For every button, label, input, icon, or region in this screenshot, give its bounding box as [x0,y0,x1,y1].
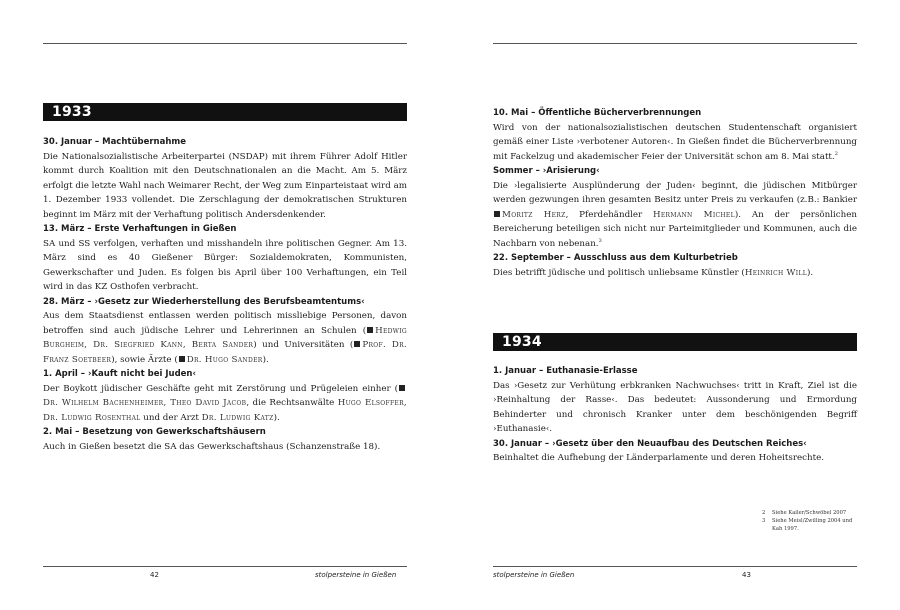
entry-text: Aus dem Staatsdienst entlassen werden politisch missliebige Personen, davon betroffen sind auch jüdische Lehrer und Lehrerinnen an Schulen ( Hedwig Burgheim, Dr. Siegfried Kann, Berta Sander) und Universitäten ( Prof. Dr. Franz Soetbeer), sowie Ärzte ( Dr. Hugo Sander). [43,311,407,365]
top-rule [43,43,407,44]
footnotes [762,509,857,533]
year-heading-1934: 1934 [493,333,857,351]
person-names: Hugo Elsoffer, Dr. Ludwig Rosenthal [43,398,407,423]
person-names: Dr. Wilhelm Bachenheimer, Theo David Jacob [43,398,247,408]
entry-heading: Sommer – ›Arisierung‹ [493,166,600,176]
footnote-ref: 2 [834,150,838,157]
entry-heading: 2. Mai – Besetzung von Gewerkschaftshäusern [43,427,266,437]
top-rule [493,43,857,44]
person-names: Hedwig Burgheim, Dr. Siegfried Kann, Berta Sander [43,325,407,350]
entry-text: Die Nationalsozialistische Arbeiterpartei (NSDAP) mit ihrem Führer Adolf Hitler kommt durch Koalition mit den Deutschnationalen an die Macht. Am 5. März erfolgt die letzte Wahl nach Weimarer Recht, der Weg zum Einparteistaat wird am 1. Dezember 1933 vollendet. Die Zerschlagung der demokratischen Strukturen beginnt im März mit der Verhaftung politisch Andersdenkender. [43,151,407,220]
entry-text: Beinhaltet die Aufhebung der Länderparlamente und deren Hoheitsrechte. [493,453,824,463]
left-column-text [43,135,407,454]
page-number: 43 [742,571,751,579]
person-names: Dr. Ludwig Katz [201,412,274,423]
right-column-text-1933 [493,106,857,280]
running-footer-title: stolpersteine in Gießen [493,571,575,579]
entry-text: Auch in Gießen besetzt die SA das Gewerkschaftshaus (Schanzenstraße 18). [43,441,381,452]
entry-text: Wird von der nationalsozialistischen deutschen Studentenschaft organisiert gemäß einer Liste ›verbotener Autoren‹. In Gießen findet die Bücherverbrennung mit Fackelzug und akademischer Feier der Universität schon am 8. Mai statt.$^2$ [493,122,857,162]
entry-heading: 10. Mai – Öffentliche Bücherverbrennungen [493,108,702,118]
entry-heading: 13. März – Erste Verhaftungen in Gießen [43,224,237,234]
running-footer-title: stolpersteine in Gießen [315,571,397,579]
stolperstein-marker-icon [494,211,500,217]
entry-text: SA und SS verfolgen, verhaften und misshandeln ihre politischen Gegner. Am 13. März sind es 40 Gießener Bürger: Sozialdemokraten, Kommunisten, Gewerkschafter und Juden. Es folgen bis April über 100 Verhaftungen, ein Teil wird in das KZ Osthofen verbracht. [43,238,407,292]
year-heading-1933: 1933 [43,103,407,121]
entry-text: Die ›legalisierte Ausplünderung der Juden‹ beginnt, die jüdischen Mitbürger werden gezwungen ihren gesamten Besitz unter Preis zu verkaufen (z.B.: Bankier Moritz Herz, Pferdehändler Hermann Michel). An der persönlichen Bereicherung beteiligen sich nicht nur Parteimitglieder und Kommunen, auch die Nachbarn von nebenan.$^3$ [493,180,857,249]
entry-heading: 1. Januar – Euthanasie-Erlasse [493,366,638,376]
person-names: Prof. Dr. Franz Soetbeer [43,340,407,365]
person-names: Moritz Herz [502,209,566,220]
bottom-rule [493,566,857,567]
bottom-rule [43,566,407,567]
entry-text: Das ›Gesetz zur Verhütung erbkranken Nachwuchses‹ tritt in Kraft, Ziel ist die ›Reinhaltung der Rasse‹. Das bedeutet: Aussonderung und Ermordung Behinderter und chronisch Kranker unter dem beschönigenden Begriff ›Euthanasie‹. [493,380,857,434]
page-number: 42 [150,571,159,579]
person-names: Dr. Hugo Sander [186,354,263,365]
footnote: 3 Siehe Meisl/Zwilling 2004 und Kah 1997. [762,518,853,532]
person-names: Hermann Michel [653,209,735,220]
stolperstein-marker-icon [354,341,360,347]
footnote: 2 Siehe Kailer/Schwöbel 2007 [762,510,847,516]
person-names: Heinrich Will [744,267,808,278]
entry-text: Der Boykott jüdischer Geschäfte geht mit Zerstörung und Prügeleien einher (Dr. Wilhelm Bachenheimer, Theo David Jacob, die Rechtsanwälte Hugo Elsoffer, Dr. Ludwig Rosenthal und der Arzt Dr. Ludwig Katz). [43,383,407,423]
right-column-text-1934 [493,364,857,466]
footnote-ref: 3 [598,237,602,244]
stolperstein-marker-icon [367,327,373,333]
stolperstein-marker-icon [399,385,405,391]
left-page [43,0,407,610]
entry-heading: 1. April – ›Kauft nicht bei Juden‹ [43,369,196,379]
entry-text: Dies betrifft jüdische und politisch unliebsame Künstler (Heinrich Will). [493,267,814,278]
entry-heading: 28. März – ›Gesetz zur Wiederherstellung des Berufsbeamtentums‹ [43,296,365,307]
stolperstein-marker-icon [179,356,185,362]
entry-heading: 30. Januar – ›Gesetz über den Neuaufbau des Deutschen Reiches‹ [493,438,807,449]
entry-heading: 30. Januar – Machtübernahme [43,137,187,147]
right-page [493,0,857,610]
entry-heading: 22. September – Ausschluss aus dem Kulturbetrieb [493,253,738,263]
